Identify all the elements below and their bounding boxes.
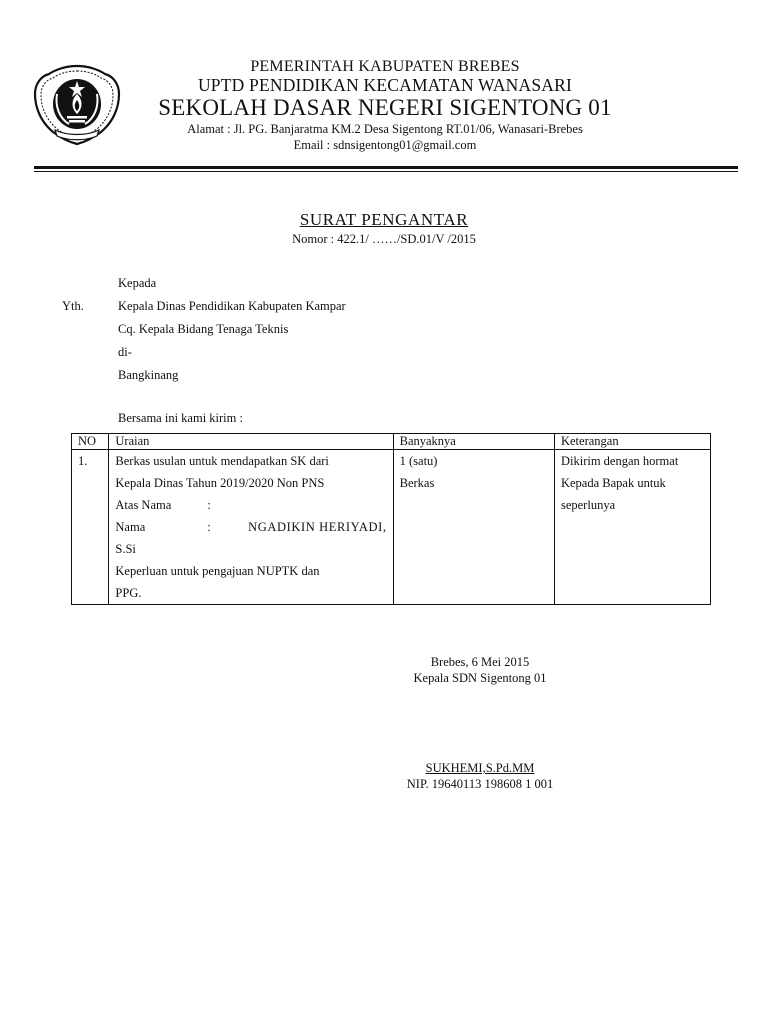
header-keterangan: Keterangan [554, 434, 710, 450]
nama-value-continued: S.Si [115, 542, 136, 556]
school-name: SEKOLAH DASAR NEGERI SIGENTONG 01 [158, 95, 612, 120]
letterhead [120, 58, 650, 153]
intro-text: Bersama ini kami kirim : [118, 411, 243, 425]
banyaknya-line: 1 (satu) [399, 454, 438, 468]
letter-number: Nomor : 422.1/ ……/SD.01/V /2015 [292, 232, 476, 246]
keperluan-line: Keperluan untuk pengajuan NUPTK dan [115, 564, 320, 578]
addressee-city: Bangkinang [118, 368, 179, 382]
letter-title: SURAT PENGANTAR [299, 210, 469, 229]
nama-row [115, 516, 386, 538]
office-name: UPTD PENDIDIKAN KECAMATAN WANASARI [197, 75, 573, 95]
table-header-row [72, 434, 711, 450]
keterangan-line: Kepada Bapak untuk [560, 476, 666, 490]
signature-position: Kepala SDN Sigentong 01 [413, 671, 547, 685]
addressee-kepada: Kepada [118, 276, 157, 290]
cell-keterangan [554, 450, 710, 605]
cell-uraian [109, 450, 393, 605]
atas-nama-label: Atas Nama [115, 498, 172, 512]
keperluan-line: PPG. [115, 586, 142, 600]
addressee-recipient: Kepala Dinas Pendidikan Kabupaten Kampar [118, 299, 346, 313]
school-address: Alamat : Jl. PG. Banjaratma KM.2 Desa Sigentong RT.01/06, Wanasari-Brebes [187, 122, 583, 136]
nama-label: Nama [115, 520, 146, 534]
keterangan-line: Dikirim dengan hormat [560, 454, 679, 468]
signature-nip: NIP. 19640113 198608 1 001 [406, 777, 554, 791]
government-name: PEMERINTAH KABUPATEN BREBES [250, 58, 520, 75]
items-table [71, 433, 711, 605]
atas-nama-separator: : [207, 498, 211, 512]
header-no: NO [72, 434, 109, 450]
header-banyaknya: Banyaknya [393, 434, 554, 450]
nama-separator: : [207, 520, 211, 534]
signature-name: SUKHEMI,S.Pd.MM [425, 761, 535, 775]
letterhead-divider-thin [34, 171, 738, 172]
signature-place-date: Brebes, 6 Mei 2015 [430, 655, 530, 669]
table-row [72, 450, 711, 605]
header-uraian: Uraian [109, 434, 393, 450]
cell-no: 1. [72, 450, 109, 605]
addressee-di: di- [118, 345, 132, 359]
cell-banyaknya [393, 450, 554, 605]
letterhead-divider-thick [34, 166, 738, 169]
uraian-line: Berkas usulan untuk mendapatkan SK dari [115, 454, 329, 468]
regency-seal-icon [33, 64, 121, 146]
addressee-cq: Cq. Kepala Bidang Tenaga Teknis [118, 322, 289, 336]
nama-value: NGADIKIN HERIYADI, [248, 520, 387, 534]
atas-nama-row [115, 494, 386, 516]
keterangan-line: seperlunya [560, 498, 616, 512]
addressee-yth: Yth. [62, 299, 84, 313]
uraian-line: Kepala Dinas Tahun 2019/2020 Non PNS [115, 476, 325, 490]
banyaknya-line: Berkas [399, 476, 435, 490]
school-email: Email : sdnsigentong01@gmail.com [293, 138, 477, 152]
